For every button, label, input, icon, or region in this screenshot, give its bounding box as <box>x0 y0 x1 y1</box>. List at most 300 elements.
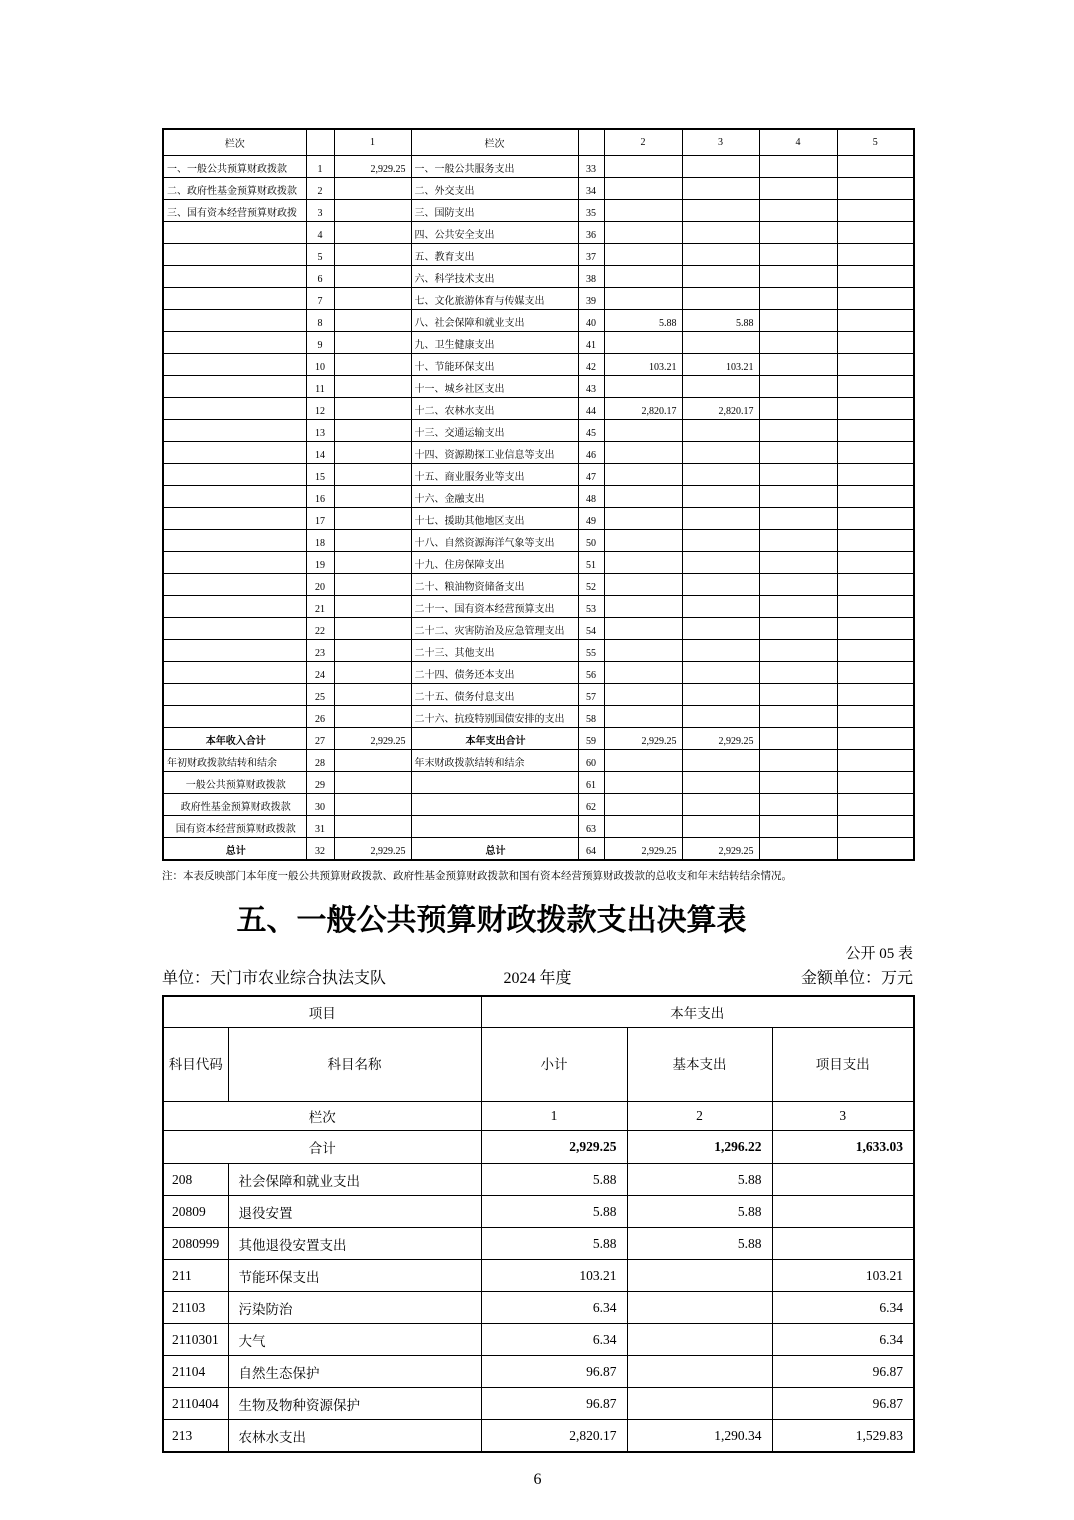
value-col2 <box>604 156 682 178</box>
row-label-right: 总计 <box>411 838 578 861</box>
value-col2 <box>604 442 682 464</box>
value-col3 <box>682 156 759 178</box>
value-col1: 2,929.25 <box>334 728 411 750</box>
value-basic <box>627 1260 772 1292</box>
value-project: 6.34 <box>772 1292 914 1324</box>
value-col1 <box>334 574 411 596</box>
value-col4 <box>759 728 837 750</box>
subject-code: 21104 <box>163 1356 228 1388</box>
row-label-right: 十三、交通运输支出 <box>411 420 578 442</box>
value-col4 <box>759 310 837 332</box>
line-number-left: 1 <box>306 156 334 178</box>
column-header-year-expenditure: 本年支出 <box>481 996 914 1028</box>
value-col3: 2,929.25 <box>682 728 759 750</box>
line-number-right: 45 <box>578 420 604 442</box>
value-col1 <box>334 596 411 618</box>
line-number-left: 4 <box>306 222 334 244</box>
summary-row <box>163 838 914 861</box>
value-col1 <box>334 794 411 816</box>
value-subtotal: 5.88 <box>481 1164 627 1196</box>
column-header-project-exp: 项目支出 <box>772 1028 914 1102</box>
table-note: 注：本表反映部门本年度一般公共预算财政拨款、政府性基金预算财政拨款和国有资本经营预算财政拨款的总收支和年末结转结余情况。 <box>162 871 792 882</box>
value-col4 <box>759 684 837 706</box>
expenditure-table <box>162 995 915 1453</box>
line-number-left: 14 <box>306 442 334 464</box>
summary-row <box>163 200 914 222</box>
line-number-left: 23 <box>306 640 334 662</box>
row-label-right: 十八、自然资源海洋气象等支出 <box>411 530 578 552</box>
value-col1 <box>334 706 411 728</box>
value-col2 <box>604 178 682 200</box>
column-header-5: 5 <box>837 129 914 156</box>
summary-row <box>163 310 914 332</box>
line-number-right: 55 <box>578 640 604 662</box>
value-col1 <box>334 662 411 684</box>
line-number-left: 5 <box>306 244 334 266</box>
value-col3 <box>682 684 759 706</box>
column-header-blank <box>578 129 604 156</box>
row-label-right: 七、文化旅游体育与传媒支出 <box>411 288 578 310</box>
row-label-left <box>163 618 306 640</box>
subject-name: 其他退役安置支出 <box>228 1228 481 1260</box>
row-label-right: 十五、商业服务业等支出 <box>411 464 578 486</box>
row-label-right: 十七、援助其他地区支出 <box>411 508 578 530</box>
value-col4 <box>759 750 837 772</box>
value-col3 <box>682 244 759 266</box>
row-label-left <box>163 376 306 398</box>
value-col2: 2,929.25 <box>604 728 682 750</box>
row-label-left <box>163 332 306 354</box>
value-project: 96.87 <box>772 1388 914 1420</box>
row-label-left <box>163 310 306 332</box>
summary-row <box>163 684 914 706</box>
value-subtotal: 6.34 <box>481 1324 627 1356</box>
value-col1 <box>334 200 411 222</box>
value-project: 96.87 <box>772 1356 914 1388</box>
row-label-right: 十一、城乡社区支出 <box>411 376 578 398</box>
row-label-left <box>163 222 306 244</box>
value-col5 <box>837 244 914 266</box>
line-number-left: 12 <box>306 398 334 420</box>
line-number-left: 29 <box>306 772 334 794</box>
line-number-right: 38 <box>578 266 604 288</box>
column-header-subject-code: 科目代码 <box>163 1028 228 1102</box>
line-number-right: 62 <box>578 794 604 816</box>
value-basic <box>627 1292 772 1324</box>
value-col4 <box>759 200 837 222</box>
value-col1 <box>334 288 411 310</box>
summary-row <box>163 156 914 178</box>
subject-name: 节能环保支出 <box>228 1260 481 1292</box>
line-number-right: 34 <box>578 178 604 200</box>
value-basic: 1,290.34 <box>627 1420 772 1453</box>
row-label-left <box>163 530 306 552</box>
value-col2 <box>604 508 682 530</box>
lanci-3: 3 <box>772 1102 914 1131</box>
line-number-right: 49 <box>578 508 604 530</box>
value-col5 <box>837 552 914 574</box>
value-col3 <box>682 750 759 772</box>
value-col2 <box>604 530 682 552</box>
row-label-right: 三、国防支出 <box>411 200 578 222</box>
value-col2 <box>604 288 682 310</box>
row-label-left <box>163 288 306 310</box>
row-label-right: 年末财政拨款结转和结余 <box>411 750 578 772</box>
table-code: 公开 05 表 <box>845 946 913 962</box>
value-subtotal: 2,820.17 <box>481 1420 627 1453</box>
row-label-right: 十六、金融支出 <box>411 486 578 508</box>
value-col3 <box>682 376 759 398</box>
value-col2 <box>604 244 682 266</box>
line-number-left: 6 <box>306 266 334 288</box>
line-number-left: 2 <box>306 178 334 200</box>
value-col4 <box>759 640 837 662</box>
expenditure-header-row1 <box>163 996 914 1028</box>
value-col4 <box>759 266 837 288</box>
row-label-right: 二十四、债务还本支出 <box>411 662 578 684</box>
row-label-right: 二十三、其他支出 <box>411 640 578 662</box>
value-col4 <box>759 530 837 552</box>
row-label-right: 十、节能环保支出 <box>411 354 578 376</box>
value-col5 <box>837 618 914 640</box>
value-col3 <box>682 420 759 442</box>
subject-name: 退役安置 <box>228 1196 481 1228</box>
value-col1 <box>334 772 411 794</box>
value-col1 <box>334 178 411 200</box>
value-col2: 5.88 <box>604 310 682 332</box>
line-number-right: 58 <box>578 706 604 728</box>
expenditure-row <box>163 1292 914 1324</box>
expenditure-row <box>163 1324 914 1356</box>
value-col5 <box>837 332 914 354</box>
value-col1 <box>334 508 411 530</box>
subject-code: 21103 <box>163 1292 228 1324</box>
value-col3 <box>682 266 759 288</box>
summary-row <box>163 244 914 266</box>
value-col3 <box>682 222 759 244</box>
summary-row <box>163 552 914 574</box>
table-meta-line <box>162 967 913 991</box>
value-col5 <box>837 288 914 310</box>
row-label-right: 二十五、债务付息支出 <box>411 684 578 706</box>
value-col3 <box>682 794 759 816</box>
row-label-right: 八、社会保障和就业支出 <box>411 310 578 332</box>
value-col1: 2,929.25 <box>334 838 411 861</box>
value-col2 <box>604 706 682 728</box>
subject-code: 2080999 <box>163 1228 228 1260</box>
row-label-right: 十二、农林水支出 <box>411 398 578 420</box>
line-number-right: 57 <box>578 684 604 706</box>
value-col4 <box>759 398 837 420</box>
value-basic <box>627 1356 772 1388</box>
row-label-left: 二、政府性基金预算财政拨款 <box>163 178 306 200</box>
line-number-right: 50 <box>578 530 604 552</box>
row-label-right: 五、教育支出 <box>411 244 578 266</box>
line-number-left: 25 <box>306 684 334 706</box>
value-col5 <box>837 530 914 552</box>
value-col1 <box>334 486 411 508</box>
value-col2 <box>604 332 682 354</box>
value-col5 <box>837 266 914 288</box>
line-number-right: 53 <box>578 596 604 618</box>
value-col3 <box>682 288 759 310</box>
value-col1 <box>334 310 411 332</box>
summary-row <box>163 398 914 420</box>
line-number-left: 9 <box>306 332 334 354</box>
line-number-right: 41 <box>578 332 604 354</box>
line-number-left: 10 <box>306 354 334 376</box>
row-label-right: 十四、资源勘探工业信息等支出 <box>411 442 578 464</box>
column-header-4: 4 <box>759 129 837 156</box>
value-col2 <box>604 464 682 486</box>
value-col2 <box>604 222 682 244</box>
summary-row <box>163 750 914 772</box>
line-number-left: 16 <box>306 486 334 508</box>
row-label-left <box>163 508 306 530</box>
column-header-1: 1 <box>334 129 411 156</box>
value-col3: 103.21 <box>682 354 759 376</box>
row-label-left: 总计 <box>163 838 306 861</box>
expenditure-row <box>163 1228 914 1260</box>
value-col4 <box>759 376 837 398</box>
value-col5 <box>837 376 914 398</box>
value-col5 <box>837 486 914 508</box>
value-col5 <box>837 420 914 442</box>
expenditure-row <box>163 1196 914 1228</box>
value-col4 <box>759 574 837 596</box>
subject-code: 208 <box>163 1164 228 1196</box>
value-project: 103.21 <box>772 1260 914 1292</box>
summary-row <box>163 266 914 288</box>
line-number-right: 40 <box>578 310 604 332</box>
value-col5 <box>837 156 914 178</box>
value-col2: 2,820.17 <box>604 398 682 420</box>
line-number-left: 19 <box>306 552 334 574</box>
column-header-project: 项目 <box>163 996 481 1028</box>
row-label-left: 本年收入合计 <box>163 728 306 750</box>
line-number-left: 20 <box>306 574 334 596</box>
value-basic: 5.88 <box>627 1228 772 1260</box>
value-basic <box>627 1388 772 1420</box>
expenditure-row <box>163 1164 914 1196</box>
value-col4 <box>759 486 837 508</box>
subject-code: 213 <box>163 1420 228 1453</box>
value-col3 <box>682 574 759 596</box>
line-number-right: 46 <box>578 442 604 464</box>
value-basic: 5.88 <box>627 1196 772 1228</box>
value-col2 <box>604 574 682 596</box>
summary-row <box>163 464 914 486</box>
expenditure-total-row <box>163 1131 914 1164</box>
row-label-right: 本年支出合计 <box>411 728 578 750</box>
row-label-left <box>163 574 306 596</box>
value-col5 <box>837 442 914 464</box>
line-number-left: 3 <box>306 200 334 222</box>
line-number-right: 39 <box>578 288 604 310</box>
line-number-right: 63 <box>578 816 604 838</box>
value-col5 <box>837 640 914 662</box>
column-header-subtotal: 小计 <box>481 1028 627 1102</box>
value-col4 <box>759 420 837 442</box>
value-col1 <box>334 684 411 706</box>
subject-name: 大气 <box>228 1324 481 1356</box>
column-header-lanci-left: 栏次 <box>163 129 306 156</box>
summary-row <box>163 706 914 728</box>
value-col4 <box>759 222 837 244</box>
line-number-left: 8 <box>306 310 334 332</box>
value-col2 <box>604 772 682 794</box>
row-label-left <box>163 486 306 508</box>
value-col3 <box>682 486 759 508</box>
line-number-left: 13 <box>306 420 334 442</box>
value-col5 <box>837 662 914 684</box>
value-col4 <box>759 618 837 640</box>
value-project <box>772 1228 914 1260</box>
value-col5 <box>837 684 914 706</box>
row-label-right: 二十、粮油物资储备支出 <box>411 574 578 596</box>
line-number-right: 61 <box>578 772 604 794</box>
value-col1 <box>334 552 411 574</box>
row-label-left <box>163 420 306 442</box>
row-label-left: 政府性基金预算财政拨款 <box>163 794 306 816</box>
value-col3: 2,820.17 <box>682 398 759 420</box>
value-col5 <box>837 574 914 596</box>
value-col5 <box>837 750 914 772</box>
summary-row <box>163 662 914 684</box>
expenditure-table-body <box>163 1164 914 1453</box>
row-label-left: 一般公共预算财政拨款 <box>163 772 306 794</box>
value-col4 <box>759 464 837 486</box>
subject-name: 社会保障和就业支出 <box>228 1164 481 1196</box>
subject-code: 2110301 <box>163 1324 228 1356</box>
row-label-left <box>163 266 306 288</box>
value-col4 <box>759 156 837 178</box>
value-col3 <box>682 508 759 530</box>
line-number-left: 21 <box>306 596 334 618</box>
subject-code: 2110404 <box>163 1388 228 1420</box>
line-number-left: 28 <box>306 750 334 772</box>
expenditure-row <box>163 1388 914 1420</box>
row-label-left: 三、国有资本经营预算财政拨 <box>163 200 306 222</box>
summary-row <box>163 332 914 354</box>
value-col3 <box>682 200 759 222</box>
line-number-right: 56 <box>578 662 604 684</box>
total-subtotal: 2,929.25 <box>481 1131 627 1164</box>
value-col4 <box>759 442 837 464</box>
value-basic: 5.88 <box>627 1164 772 1196</box>
summary-row <box>163 420 914 442</box>
value-col4 <box>759 354 837 376</box>
summary-row <box>163 486 914 508</box>
summary-row <box>163 596 914 618</box>
value-col1 <box>334 442 411 464</box>
column-header-lanci-right: 栏次 <box>411 129 578 156</box>
lanci-2: 2 <box>627 1102 772 1131</box>
value-col3 <box>682 442 759 464</box>
value-col4 <box>759 288 837 310</box>
value-col3 <box>682 596 759 618</box>
value-col1 <box>334 398 411 420</box>
subject-code: 20809 <box>163 1196 228 1228</box>
value-col3 <box>682 464 759 486</box>
value-col1 <box>334 244 411 266</box>
value-col2: 103.21 <box>604 354 682 376</box>
value-col3 <box>682 772 759 794</box>
summary-row <box>163 178 914 200</box>
line-number-left: 15 <box>306 464 334 486</box>
row-label-left: 国有资本经营预算财政拨款 <box>163 816 306 838</box>
value-col3 <box>682 552 759 574</box>
value-col1 <box>334 750 411 772</box>
value-col5 <box>837 706 914 728</box>
expenditure-row <box>163 1420 914 1453</box>
value-col5 <box>837 772 914 794</box>
line-number-left: 24 <box>306 662 334 684</box>
summary-row <box>163 794 914 816</box>
value-col2 <box>604 684 682 706</box>
value-col3 <box>682 640 759 662</box>
line-number-right: 43 <box>578 376 604 398</box>
row-label-left <box>163 398 306 420</box>
line-number-right: 33 <box>578 156 604 178</box>
summary-row <box>163 772 914 794</box>
row-label-left <box>163 244 306 266</box>
row-label-right: 十九、住房保障支出 <box>411 552 578 574</box>
value-col2 <box>604 662 682 684</box>
value-col4 <box>759 596 837 618</box>
summary-row <box>163 288 914 310</box>
value-subtotal: 103.21 <box>481 1260 627 1292</box>
summary-table-body <box>163 156 914 861</box>
expenditure-row <box>163 1260 914 1292</box>
row-label-left <box>163 662 306 684</box>
row-label-right: 一、一般公共服务支出 <box>411 156 578 178</box>
value-col2 <box>604 552 682 574</box>
value-col4 <box>759 508 837 530</box>
value-col5 <box>837 596 914 618</box>
value-basic <box>627 1324 772 1356</box>
expenditure-header-row2 <box>163 1028 914 1102</box>
row-label-left <box>163 596 306 618</box>
value-col3 <box>682 530 759 552</box>
line-number-left: 27 <box>306 728 334 750</box>
value-col5 <box>837 464 914 486</box>
line-number-right: 51 <box>578 552 604 574</box>
summary-row <box>163 376 914 398</box>
value-col1 <box>334 618 411 640</box>
row-label-left <box>163 552 306 574</box>
value-col5 <box>837 794 914 816</box>
summary-row <box>163 728 914 750</box>
amount-unit: 金额单位：万元 <box>800 970 913 987</box>
summary-row <box>163 574 914 596</box>
value-col1 <box>334 222 411 244</box>
column-header-3: 3 <box>682 129 759 156</box>
row-label-left <box>163 464 306 486</box>
value-col5 <box>837 398 914 420</box>
value-col4 <box>759 794 837 816</box>
total-label: 合计 <box>163 1131 481 1164</box>
value-subtotal: 6.34 <box>481 1292 627 1324</box>
line-number-left: 11 <box>306 376 334 398</box>
value-col1 <box>334 420 411 442</box>
line-number-left: 18 <box>306 530 334 552</box>
summary-row <box>163 222 914 244</box>
value-col4 <box>759 662 837 684</box>
value-col5 <box>837 354 914 376</box>
line-number-left: 22 <box>306 618 334 640</box>
value-col1 <box>334 816 411 838</box>
